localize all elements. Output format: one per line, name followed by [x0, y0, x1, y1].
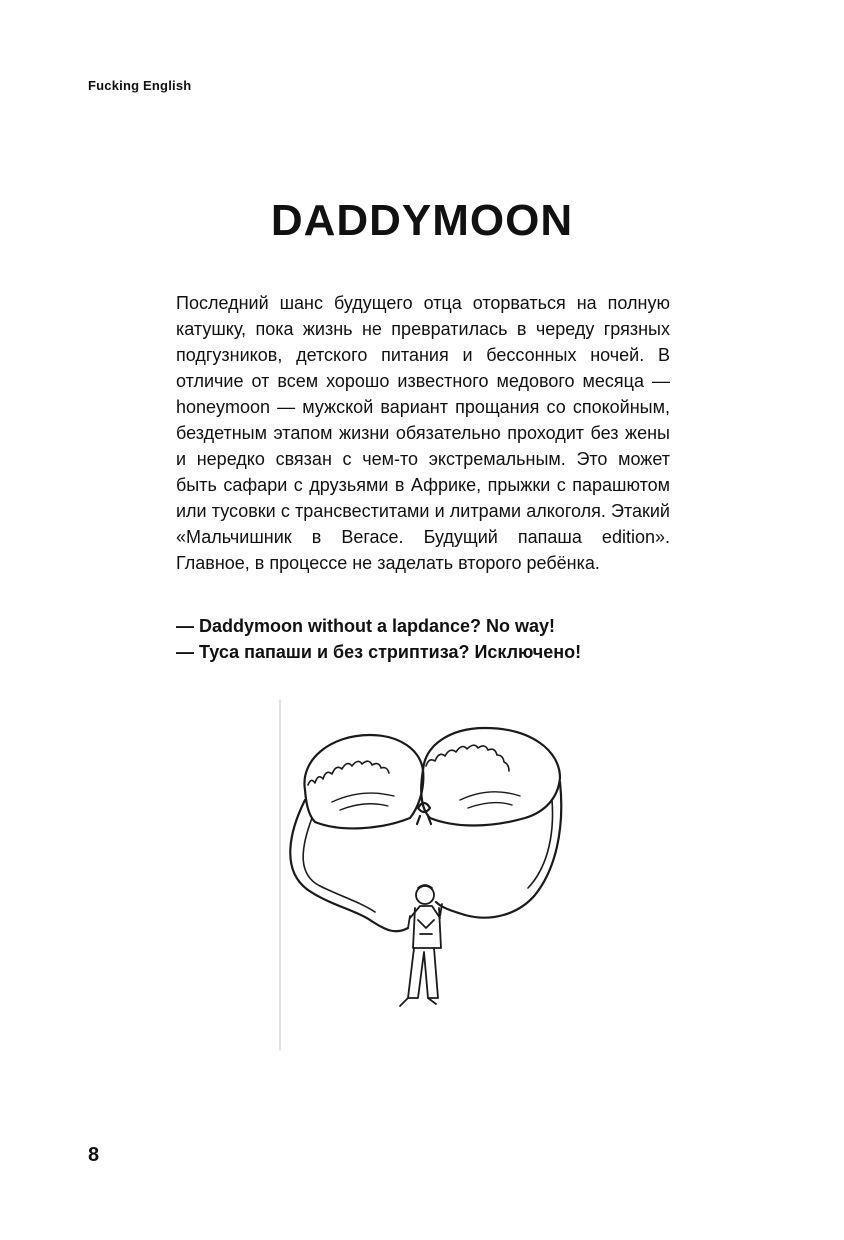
left-cup: [304, 735, 423, 828]
right-lace: [426, 745, 509, 771]
right-cup-shade: [460, 792, 520, 808]
left-lace: [308, 761, 389, 785]
page-number: 8: [88, 1144, 100, 1166]
running-head: Fucking English: [88, 78, 192, 93]
left-strap: [290, 800, 408, 931]
right-strap-inner: [528, 800, 553, 888]
page-title: DADDYMOON: [270, 196, 574, 245]
bra-balloon-illustration: [260, 690, 590, 1060]
left-cup-shade: [332, 793, 394, 810]
dialog-line-russian: — Туса папаши и без стриптиза? Исключено!: [176, 642, 582, 662]
left-strap-inner: [303, 818, 375, 912]
right-cup: [421, 728, 560, 826]
dialog-line-english: — Daddymoon without a lapdance? No way!: [176, 616, 556, 636]
definition-paragraph: Последний шанс будущего отца оторваться на полную катушку, пока жизнь не превратилась в череду грязных подгузников, детского питания и бессонных ночей. В отличие от всем хорошо известного медового месяца — honeymoon — мужской вариант прощания со спокойным, бездетным этапом жизни обязательно проходит без жены и нередко связан с чем-то экстремальным. Это может быть сафари с друзьями в Африке, прыжки с парашютом или тусовки с трансвеститами и литрами алкоголя. Этакий «Мальчишник в Вегасе. Будущий папаша edition». Главное, в процессе не заделать второго ребёнка.: [176, 293, 670, 573]
example-dialog: [176, 613, 676, 665]
